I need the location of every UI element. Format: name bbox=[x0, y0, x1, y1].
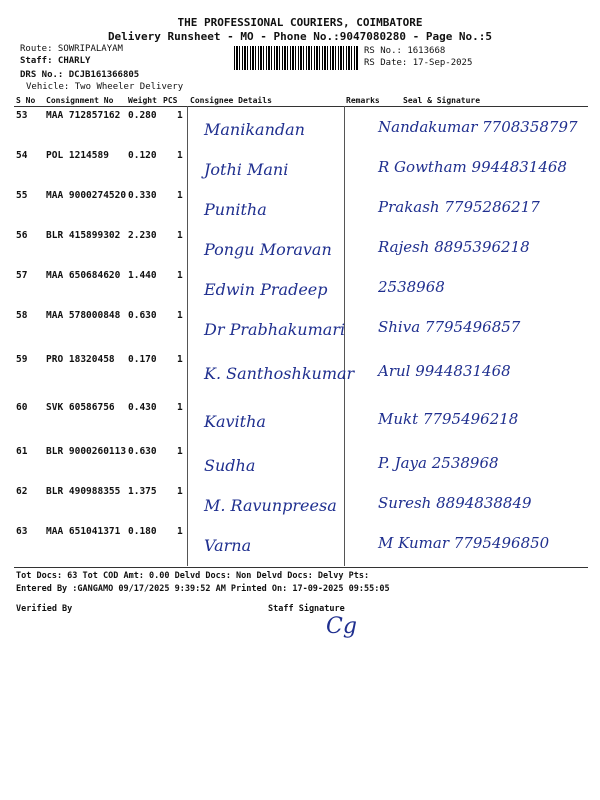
row-sno: 58 bbox=[16, 310, 28, 321]
row-consignment-no: POL 1214589 bbox=[46, 150, 109, 161]
footer-rule bbox=[14, 567, 588, 568]
row-pcs: 1 bbox=[177, 402, 183, 413]
table-row bbox=[0, 268, 600, 308]
table-row bbox=[0, 108, 600, 148]
col-weight: Weight bbox=[128, 96, 157, 105]
row-weight: 0.630 bbox=[128, 446, 157, 457]
table-row bbox=[0, 400, 600, 440]
col-sno: S No bbox=[16, 96, 36, 105]
receiver-signature: Mukt 7795496218 bbox=[378, 410, 519, 428]
consignee-handwritten-name: Kavitha bbox=[204, 412, 266, 431]
entered-by-line: Entered By :GANGAMO 09/17/2025 9:39:52 AM Printed On: 17-09-2025 09:55:05 bbox=[16, 584, 390, 594]
row-weight: 1.440 bbox=[128, 270, 157, 281]
barcode bbox=[234, 46, 358, 70]
row-sno: 63 bbox=[16, 526, 28, 537]
receiver-signature: M Kumar 7795496850 bbox=[378, 534, 550, 552]
route-label: Route: SOWRIPALAYAM bbox=[20, 44, 123, 54]
verified-by-label: Verified By bbox=[16, 604, 73, 614]
row-consignment-no: BLR 9000260113 bbox=[46, 446, 127, 457]
row-sno: 61 bbox=[16, 446, 28, 457]
consignee-handwritten-name: Edwin Pradeep bbox=[204, 280, 328, 299]
consignee-handwritten-name: M. Ravunpreesa bbox=[204, 496, 337, 515]
row-pcs: 1 bbox=[177, 486, 183, 497]
row-sno: 53 bbox=[16, 110, 28, 121]
table-row bbox=[0, 484, 600, 524]
consignee-handwritten-name: Manikandan bbox=[204, 120, 305, 139]
receiver-signature: Suresh 8894838849 bbox=[378, 494, 532, 512]
runsheet-subtitle: Delivery Runsheet - MO - Phone No.:9047080280 - Page No.:5 bbox=[107, 30, 493, 43]
receiver-signature: Arul 9944831468 bbox=[378, 362, 511, 380]
row-sno: 59 bbox=[16, 354, 28, 365]
row-pcs: 1 bbox=[177, 230, 183, 241]
consignee-handwritten-name: Jothi Mani bbox=[204, 160, 289, 179]
row-weight: 0.280 bbox=[128, 110, 157, 121]
row-pcs: 1 bbox=[177, 310, 183, 321]
row-consignment-no: MAA 651041371 bbox=[46, 526, 121, 537]
row-weight: 0.170 bbox=[128, 354, 157, 365]
receiver-signature: Prakash 7795286217 bbox=[378, 198, 540, 216]
consignee-handwritten-name: K. Santhoshkumar bbox=[204, 364, 355, 383]
receiver-signature: Nandakumar 7708358797 bbox=[378, 118, 578, 136]
row-weight: 0.330 bbox=[128, 190, 157, 201]
col-consignment: Consignment No bbox=[46, 96, 114, 105]
col-seal-signature: Seal & Signature bbox=[403, 96, 481, 105]
rs-date: RS Date: 17-Sep-2025 bbox=[364, 58, 473, 68]
row-consignment-no: PRO 18320458 bbox=[46, 354, 115, 365]
consignee-handwritten-name: Sudha bbox=[204, 456, 256, 475]
row-sno: 55 bbox=[16, 190, 28, 201]
row-weight: 0.430 bbox=[128, 402, 157, 413]
table-row bbox=[0, 308, 600, 348]
row-consignment-no: MAA 578000848 bbox=[46, 310, 121, 321]
row-sno: 62 bbox=[16, 486, 28, 497]
table-row bbox=[0, 228, 600, 268]
consignee-handwritten-name: Varna bbox=[204, 536, 252, 555]
row-pcs: 1 bbox=[177, 354, 183, 365]
row-pcs: 1 bbox=[177, 150, 183, 161]
row-pcs: 1 bbox=[177, 270, 183, 281]
table-row bbox=[0, 444, 600, 484]
staff-signature: Cg bbox=[326, 614, 357, 639]
row-pcs: 1 bbox=[177, 190, 183, 201]
consignee-handwritten-name: Pongu Moravan bbox=[204, 240, 332, 259]
drs-number: DRS No.: DCJB161366805 bbox=[20, 70, 140, 80]
row-consignment-no: BLR 490988355 bbox=[46, 486, 121, 497]
row-pcs: 1 bbox=[177, 526, 183, 537]
staff-label: Staff: CHARLY bbox=[20, 56, 91, 66]
row-sno: 60 bbox=[16, 402, 28, 413]
row-weight: 0.180 bbox=[128, 526, 157, 537]
row-weight: 0.630 bbox=[128, 310, 157, 321]
rs-number: RS No.: 1613668 bbox=[364, 46, 446, 56]
totals-line: Tot Docs: 63 Tot COD Amt: 0.00 Delvd Docs: Non Delvd Docs: Delvy Pts: bbox=[16, 571, 370, 581]
receiver-signature: 2538968 bbox=[378, 278, 445, 296]
header-rule bbox=[14, 106, 588, 107]
col-consignee: Consignee Details bbox=[190, 96, 272, 105]
vehicle-label: Vehicle: Two Wheeler Delivery bbox=[26, 82, 184, 92]
company-title: THE PROFESSIONAL COURIERS, COIMBATORE bbox=[177, 16, 423, 29]
receiver-signature: Shiva 7795496857 bbox=[378, 318, 521, 336]
row-consignment-no: MAA 650684620 bbox=[46, 270, 121, 281]
table-row bbox=[0, 352, 600, 392]
consignee-handwritten-name: Dr Prabhakumari bbox=[204, 320, 346, 339]
staff-signature-label: Staff Signature bbox=[268, 604, 345, 614]
col-pcs: PCS bbox=[163, 96, 178, 105]
row-pcs: 1 bbox=[177, 446, 183, 457]
row-sno: 56 bbox=[16, 230, 28, 241]
table-row bbox=[0, 148, 600, 188]
row-consignment-no: SVK 60586756 bbox=[46, 402, 115, 413]
receiver-signature: Rajesh 8895396218 bbox=[378, 238, 530, 256]
receiver-signature: R Gowtham 9944831468 bbox=[378, 158, 567, 176]
row-weight: 2.230 bbox=[128, 230, 157, 241]
row-sno: 57 bbox=[16, 270, 28, 281]
row-consignment-no: MAA 9000274520 bbox=[46, 190, 127, 201]
row-weight: 1.375 bbox=[128, 486, 157, 497]
row-consignment-no: BLR 415899302 bbox=[46, 230, 121, 241]
row-weight: 0.120 bbox=[128, 150, 157, 161]
table-row bbox=[0, 188, 600, 228]
consignee-handwritten-name: Punitha bbox=[204, 200, 267, 219]
row-sno: 54 bbox=[16, 150, 28, 161]
row-pcs: 1 bbox=[177, 110, 183, 121]
table-row bbox=[0, 524, 600, 564]
row-consignment-no: MAA 712857162 bbox=[46, 110, 121, 121]
col-remarks: Remarks bbox=[346, 96, 380, 105]
receiver-signature: P. Jaya 2538968 bbox=[378, 454, 499, 472]
